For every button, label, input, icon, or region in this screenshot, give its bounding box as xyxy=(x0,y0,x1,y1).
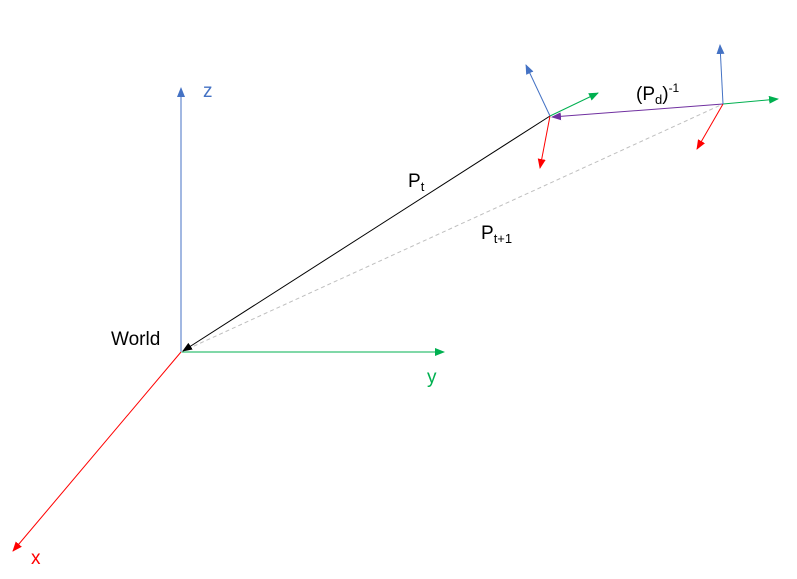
y-axis-label: y xyxy=(427,367,437,388)
frame-t-z-axis xyxy=(526,65,550,116)
delta-subscript: d xyxy=(655,92,663,107)
world-label: World xyxy=(111,329,161,350)
pose-t1-subscript: t+1 xyxy=(493,231,513,246)
pose-t-label xyxy=(408,171,425,194)
pose-t-base: P xyxy=(408,171,421,192)
frame-t-x-axis xyxy=(540,116,550,168)
pose-t1-label xyxy=(481,223,513,246)
delta-superscript: -1 xyxy=(668,81,680,95)
delta-close: ) xyxy=(662,84,669,105)
frame-t1-y-axis xyxy=(723,99,778,104)
pose-t1-base: P xyxy=(481,223,494,244)
frame-t1-z-axis xyxy=(720,45,723,104)
pose-t-subscript: t xyxy=(420,179,425,194)
x-axis-label: x xyxy=(31,548,41,569)
delta-inverse-vector xyxy=(552,104,723,117)
frame-t-y-axis xyxy=(550,93,598,116)
z-axis-label: z xyxy=(203,81,213,102)
world-x-axis xyxy=(13,352,181,551)
delta-inverse-label xyxy=(636,81,680,107)
delta-open: (P xyxy=(636,84,655,105)
frame-t1-x-axis xyxy=(697,104,723,149)
pose-t1-vector xyxy=(181,104,723,352)
